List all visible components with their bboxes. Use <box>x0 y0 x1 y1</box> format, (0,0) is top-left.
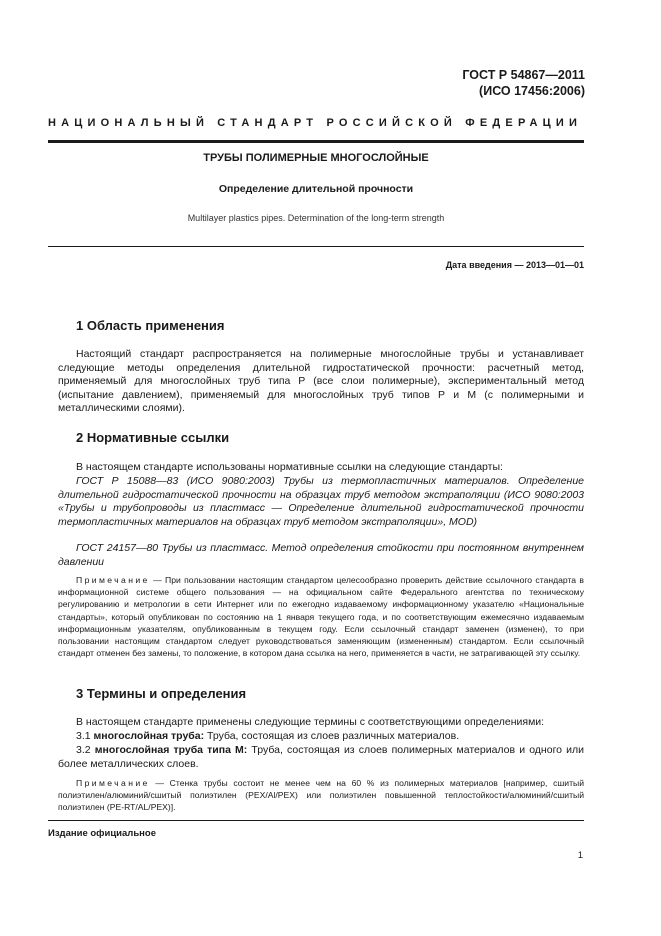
iso-code: (ИСО 17456:2006) <box>479 84 585 98</box>
footer-rule <box>48 820 584 821</box>
reference-2-text: ГОСТ 24157—80 Трубы из пластмасс. Метод определения стойкости при постоянном внутреннем давлении <box>58 542 584 568</box>
definition-term: многослойная труба типа М: <box>94 744 248 756</box>
section-2-intro-text: В настоящем стандарте использованы нормативные ссылки на следующие стандарты: <box>76 461 503 473</box>
note-text: — Стенка трубы состоит не менее чем на 60 % из полимерных материалов [например, сшитый полиэтилен/алюминий/сшитый полиэтилен (PEX/Al/PEX) или полиэтилен повышенной теплостойкости/алюминий/сшитый полиэтилен (PE-RT/AL/PEX)]. <box>58 778 584 813</box>
section-3-intro <box>58 716 584 730</box>
definition-term: многослойная труба: <box>93 730 205 742</box>
definition-3-2 <box>58 744 584 771</box>
section-1-text: Настоящий стандарт распространяется на полимерные многослойные трубы и устанавливает следующие методы определения длительной гидростатической прочности: расчетный метод, применяемый для многослойных труб типа Р (все слои полимерные), экспериментальный метод (испытание давлением), применяемый для многослойных труб типов Р и М (с полимерными и металлическими слоями). <box>58 348 584 414</box>
title-rule <box>48 246 584 247</box>
standard-code: ГОСТ Р 54867—2011 <box>462 68 585 82</box>
reference-gost-15088 <box>58 475 584 529</box>
definition-number: 3.1 <box>76 730 91 742</box>
document-subtitle: Определение длительной прочности <box>218 183 414 195</box>
document-title: ТРУБЫ ПОЛИМЕРНЫЕ МНОГОСЛОЙНЫЕ <box>203 152 429 164</box>
header-rule <box>48 140 584 143</box>
edition-label: Издание официальное <box>48 828 156 839</box>
english-title: Multilayer plastics pipes. Determination of the long-term strength <box>187 213 445 223</box>
definition-3-1 <box>58 730 584 744</box>
page-number: 1 <box>577 850 583 861</box>
introduction-date: Дата введения — 2013—01—01 <box>445 260 584 270</box>
definition-text: Труба, состоящая из слоев полимерных материалов и одного или более металлических слоев. <box>58 744 584 770</box>
reference-gost-24157 <box>58 542 584 569</box>
section-1-heading: 1 Область применения <box>76 318 225 333</box>
section-3-heading: 3 Термины и определения <box>76 686 247 701</box>
note-label: Примечание <box>76 575 150 585</box>
note-label: Примечание <box>76 778 150 788</box>
national-standard-banner: НАЦИОНАЛЬНЫЙ СТАНДАРТ РОССИЙСКОЙ ФЕДЕРАЦИИ <box>48 117 583 129</box>
definition-number: 3.2 <box>76 744 91 756</box>
section-2-intro <box>58 461 584 475</box>
section-3-note <box>58 777 584 814</box>
section-2-note <box>58 574 584 659</box>
definition-text: Труба, состоящая из слоев различных материалов. <box>207 730 460 742</box>
section-1-paragraph <box>58 348 584 416</box>
reference-1-text: ГОСТ Р 15088—83 (ИСО 9080:2003) Трубы из термопластичных материалов. Определение длительной гидростатической прочности на образцах труб методом экстраполяции (ИСО 9080:2003 «Трубы и трубопроводы из пластмасс — Определение длительной гидростатической прочности термопластичных материалов на образцах труб методом экстраполяции», MOD) <box>58 475 584 528</box>
section-3-intro-text: В настоящем стандарте применены следующие термины с соответствующими определениями: <box>76 716 545 728</box>
note-text: — При пользовании настоящим стандартом целесообразно проверить действие ссылочного стандарта в информационной системе общего пользования — на официальном сайте Федерального агентства по техническому регулированию и метрологии в сети Интернет или по ежегодно издаваемому информационному указателю «Национальные стандарты», который опубликован по состоянию на 1 января текущего года, и по соответствующим ежемесячно издаваемым информационным указателям, опубликованным в текущем году. Если ссылочный стандарт заменен (изменен), то при пользовании настоящим стандартом следует руководствоваться заменяющим (измененным) стандартом. Если ссылочный стандарт отменен без замены, то положение, в котором дана ссылка на него, применяется в части, не затрагивающей эту ссылку. <box>58 575 584 659</box>
section-2-heading: 2 Нормативные ссылки <box>76 430 230 445</box>
